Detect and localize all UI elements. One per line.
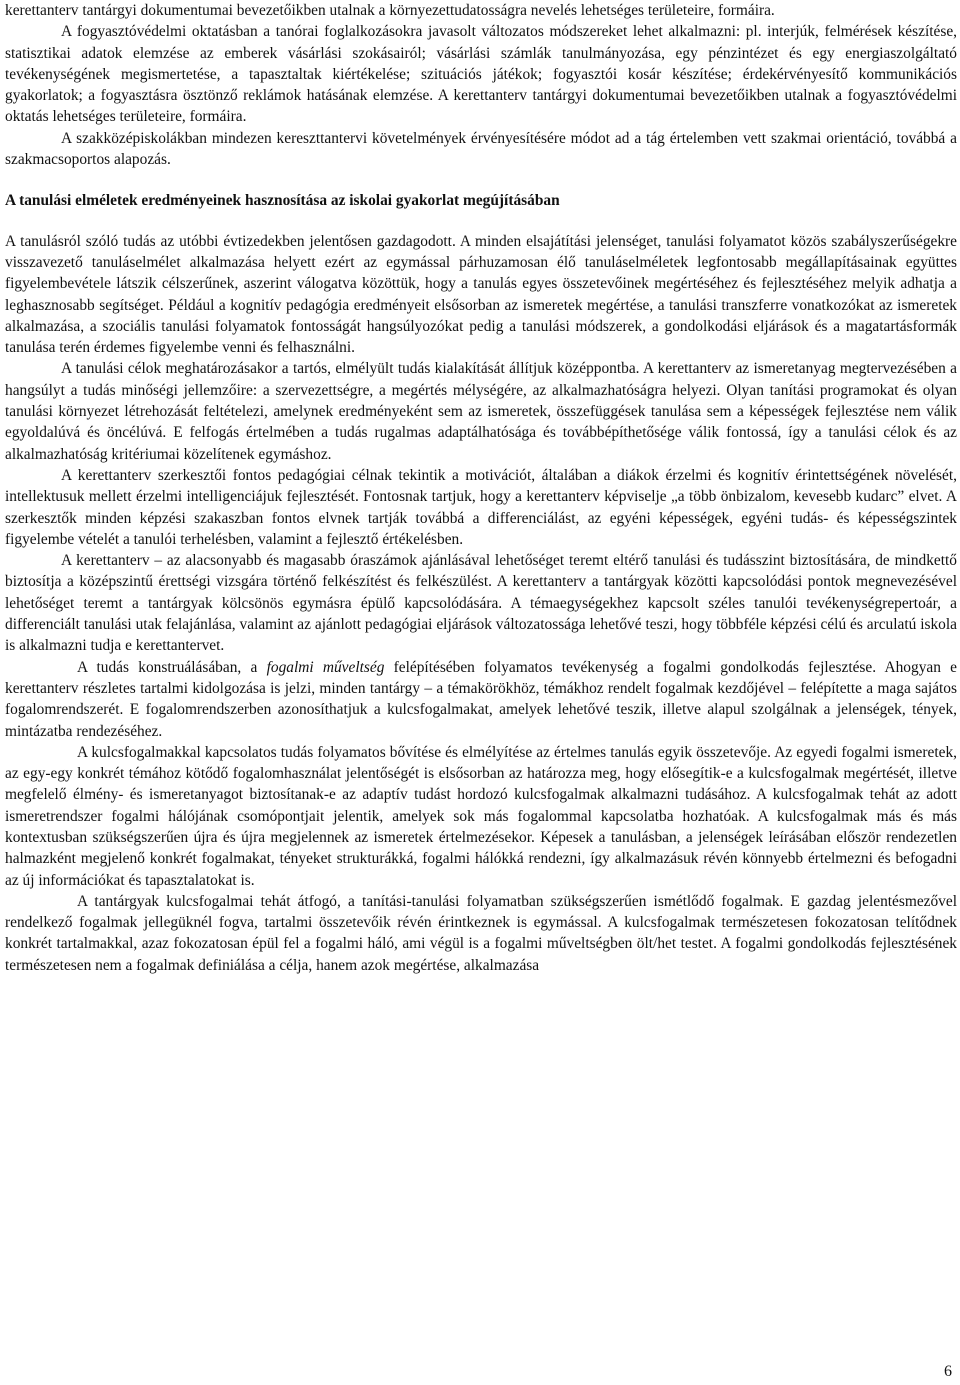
section-heading: A tanulási elméletek eredményeinek hasznosítása az iskolai gyakorlat megújításában [5, 192, 560, 210]
paragraph-continuation: kerettanterv tantárgyi dokumentumai bevezetőikben utalnak a környezettudatosságra nevelés lehetséges területeire, formáira. [5, 2, 775, 19]
paragraph-learning-knowledge: A tanulásról szóló tudás az utóbbi évtizedekben jelentősen gazdagodott. A minden elsajátítási jelenséget, tanulási folyamatot közös szabályszerűségekre visszavezető tanuláselmélet alkalmazása helyett ezért az egymással párhuzamosan élő tanuláselméletek legfontosabb megállapításainak együttes figyelembevétele látszik célszerűnek, aszerint válogatva közöttük, hogy a tanulás egyes összetevőinek megértéséhez és fejlesztéséhez melyik adhatja a leghasznosabb segítséget. Például a kognitív pedagógia eredményeit elsősorban az ismeretek megértése, a tanulási transzferre vonatkozókat az ismeretek alkalmazása, a szociális tanulási folyamatok fontosságát hangsúlyozókat pedig a tanulási módszerek, a gondolkodási eljárások és a magatartásformák tanulása terén érdemes figyelembe venni és felhasználni. [5, 232, 957, 357]
concept-text-before: A tudás konstruálásában, a [77, 658, 267, 676]
concept-emphasis: fogalmi műveltség [266, 658, 385, 676]
paragraph-vocational-schools: A szakközépiskolákban mindezen kereszttantervi követelmények érvényesítésére módot ad a tág értelemben vett szakmai orientáció, továbbá a szakmacsoportos alapozás. [5, 129, 957, 169]
paragraph-curriculum-levels: A kerettanterv – az alacsonyabb és magasabb óraszámok ajánlásával lehetőséget teremt eltérő tanulási és tudásszint biztosítására, de mindkettő biztosítja a középszintű érettségi vizsgára történő felkészítést és felkészülést. A kerettanterv a tantárgyak közötti kapcsolódási pontok megnevezésével lehetőséget teremt a tantárgyak kölcsönös egymásra épülő kapcsolódására. A témaegységekhez kapcsolt széles tanulói tevékenységrepertoár, a differenciált tanulási utak felajánlása, valamint az ajánlott pedagógiai eljárások változatossága lehetővé teszi, hogy többféle képzési célú és arculatú iskola is alkalmazni tudja e kerettantervet. [5, 552, 957, 655]
paragraph-concept-literacy [5, 657, 957, 742]
page-number: 6 [944, 1363, 952, 1380]
paragraph-consumer-protection: A fogyasztóvédelmi oktatásban a tanórai foglalkozásokra javasolt változatos módszereket lehet alkalmazni: pl. interjúk, felmérések készítése, statisztikai adatok elemzése az emberek vásárlási szokásairól; vásárlási számlák tanulmányozása, egy pénzintézet és egy energiaszolgáltató tevékenységének megismertetése, a tapasztaltak kiértékelése; szituációs játékok; fogyasztói kosár készítése; érdekérvényesítő kommunikációs gyakorlatok; a fogyasztásra ösztönző reklámok hatásának elemzése. A kerettanterv tantárgyi dokumentumai bevezetőikben utalnak a fogyasztóvédelmi oktatás lehetséges területeire, formáira. [5, 23, 957, 126]
paragraph-learning-goals: A tanulási célok meghatározásakor a tartós, elmélyült tudás kialakítását állítjuk középpontba. A kerettanterv az ismeretanyag megtervezésében a hangsúlyt a tudás minőségi jellemzőire: a szervezettségre, a megértés mélységére, az alkalmazhatóságra helyezi. Olyan tanítási programokat és olyan tanulási környezet létrehozását feltételezi, amelynek eredményeként sem az ismeretek, összefüggések tanulása sem a képességek fejlesztése nem válik egyoldalúvá és öncélúvá. E felfogás értelmében a tudás rugalmas adaptálhatósága és továbbépíthetősége válik fontossá, így a tanulási célok és az alkalmazhatóság kritériumai közelítenek egymáshoz. [5, 360, 957, 463]
paragraph-key-concepts: A kulcsfogalmakkal kapcsolatos tudás folyamatos bővítése és elmélyítése az értelmes tanulás egyik összetevője. Az egyedi fogalmi ismeretek, az egy-egy konkrét témához kötődő fogalomhasználat jelentőségét is elsősorban az határozza meg, hogy elősegítik-e a kulcsfogalmak megértését, illetve megfelelő élmény- és ismeretanyagot biztosítanak-e az adaptív tudást hordozó kulcsfogalmak alkalmazni tudásához. A kulcsfogalmak tehát az adott ismeretrendszer fogalmi hálójának csomópontjait jelentik, amelyek sok más fogalommal kapcsolatba hozhatóak. A kulcsfogalmak más és más kontextusban szükségszerűen újra és újra megjelennek az ismeretek értelmezésekor. Képesek a tanulásban, a jelenségek leírásában először rendezetlen halmazként megjelenő konkrét fogalmakat, tényeket strukturákká, fogalmi hálókká rendezni, így alkalmazásuk révén könnyebb értelmezni és befogadni az új információkat és tapasztalatokat is. [5, 743, 957, 889]
paragraph-motivation: A kerettanterv szerkesztői fontos pedagógiai célnak tekintik a motivációt, általában a diákok érzelmi és kognitív érintettségének növelését, intellektusuk mellett érzelmi intelligenciájuk fejlesztését. Fontosnak tartjuk, hogy a kerettanterv képviselje „a több önbizalom, kevesebb kudarc” elvet. A szerkesztők minden képzési szakaszban fontos elvnek tartják továbbá a differenciálást, az egyéni képességek, egyéni tudás- és képességszintek figyelembe vételét a tanulói terhelésben, valamint a fejlesztő értékelésben. [5, 466, 957, 548]
paragraph-subject-key-concepts: A tantárgyak kulcsfogalmai tehát átfogó, a tanítási-tanulási folyamatban szükségszerűen ismétlődő fogalmak. E gazdag jelentésmezővel rendelkező fogalmak jellegüknél fogva, tartalmi összetevőik révén érintkeznek is egymással. A kulcsfogalmak természetesen fokozatosan telítődnek konkrét tartalmakkal, azaz fokozatosan épül fel a fogalmi háló, ami végül is a fogalmi műveltségben ölt/het testet. A fogalmi gondolkodás fejlesztésének természetesen nem a fogalmak definiálása a célja, hanem azok megértése, alkalmazása [5, 892, 957, 974]
concept-text-after: felépítésében folyamatos tevékenység a fogalmi gondolkodás fejlesztése. Ahogyan e kerettanterv részletes tartalmi kidolgozása is jelzi, minden tantárgy – a témakörökhöz, témákhoz rendelt fogalmak kezdőjével – felépítette a maga sajátos fogalomrendszerét. E fogalomrendszerben azonosíthatjuk a kulcsfogalmakat, amelyek lehetővé teszik, illetve alapul szolgálnak a jelenségek, tények, mintázatba rendezéséhez. [5, 658, 958, 740]
